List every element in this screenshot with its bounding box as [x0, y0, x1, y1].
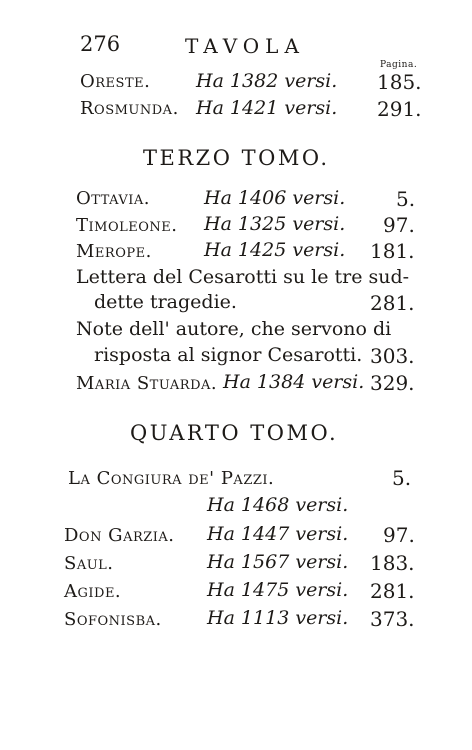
entry-verses: Ha 1567 versi.: [207, 551, 349, 573]
entry-verses: Ha 1447 versi.: [207, 523, 349, 545]
entry-verses: Ha 1384 versi.: [223, 371, 365, 393]
entry-page: 5.: [392, 466, 412, 490]
page-header: TAVOLA: [185, 34, 305, 58]
section-heading: TERZO TOMO.: [143, 146, 330, 170]
entry-verses: Ha 1113 versi.: [207, 607, 349, 629]
entry-title: Ottavia.: [76, 188, 151, 209]
entry-title: Agide.: [64, 581, 122, 602]
entry-title: Don Garzia.: [64, 525, 175, 546]
entry-page: 5.: [396, 187, 416, 211]
entry-verses: Ha 1425 versi.: [204, 239, 346, 261]
entry-page: 185.: [377, 70, 422, 94]
page-number: 276: [80, 32, 121, 56]
note-line-2: risposta al signor Cesarotti.: [94, 344, 363, 366]
entry-page: 329.: [370, 371, 415, 395]
entry-page: 97.: [383, 213, 415, 237]
entry-verses: Ha 1421 versi.: [196, 97, 338, 119]
entry-title: Sofonisba.: [64, 609, 162, 630]
lettera-page: 281.: [370, 291, 415, 315]
entry-page: 281.: [370, 579, 415, 603]
entry-page: 291.: [377, 97, 422, 121]
entry-verses: Ha 1468 versi.: [207, 494, 349, 516]
entry-verses: Ha 1382 versi.: [196, 70, 338, 92]
lettera-line-2: dette tragedie.: [94, 291, 237, 313]
entry-title: Rosmunda.: [80, 98, 179, 119]
entry-verses: Ha 1406 versi.: [204, 187, 346, 209]
entry-verses: Ha 1325 versi.: [204, 213, 346, 235]
note-page: 303.: [370, 344, 415, 368]
column-label: Pagina.: [380, 60, 418, 70]
entry-page: 181.: [370, 239, 415, 263]
entry-title: Timoleone.: [76, 215, 178, 236]
entry-title: Maria Stuarda.: [76, 373, 218, 394]
entry-title: Saul.: [64, 553, 114, 574]
section-heading: QUARTO TOMO.: [130, 421, 339, 445]
entry-page: 373.: [370, 607, 415, 631]
lettera-line-1: Lettera del Cesarotti su le tre sud-: [76, 266, 410, 288]
entry-page: 97.: [383, 523, 415, 547]
entry-title: Merope.: [76, 241, 152, 262]
entry-verses: Ha 1475 versi.: [207, 579, 349, 601]
note-line-1: Note dell' autore, che servono di: [76, 318, 392, 340]
entry-page: 183.: [370, 551, 415, 575]
entry-title: La Congiura de' Pazzi.: [68, 468, 275, 489]
entry-title: Oreste.: [80, 71, 151, 92]
